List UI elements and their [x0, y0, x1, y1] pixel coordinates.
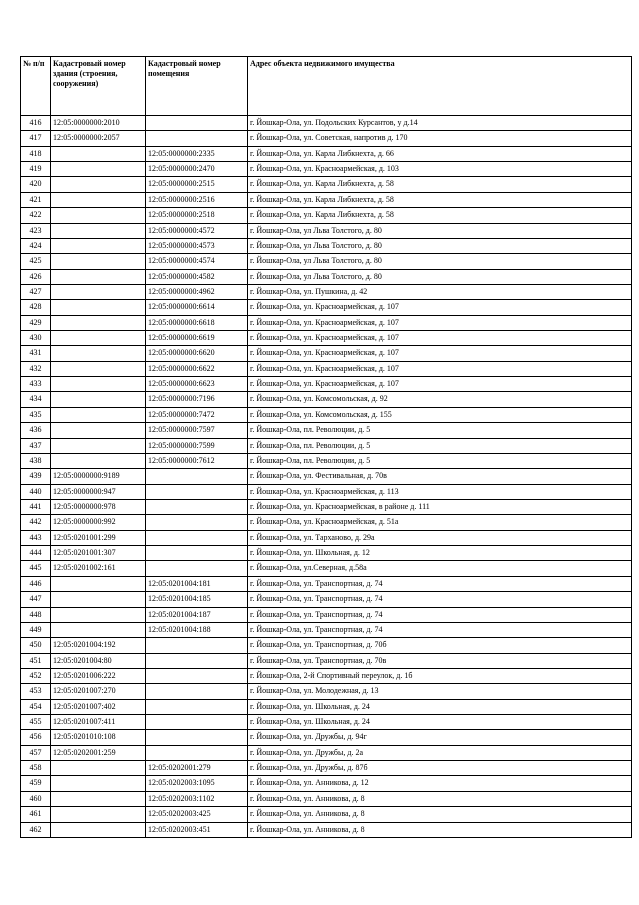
row-number-cell: 452 [21, 668, 51, 683]
premise-cadastral-cell: 12:05:0000000:6620 [146, 346, 248, 361]
table-row [21, 499, 632, 514]
table-row [21, 192, 632, 207]
premise-cadastral-cell: 12:05:0000000:6619 [146, 331, 248, 346]
table-row [21, 131, 632, 146]
premise-cadastral-cell: 12:05:0202003:451 [146, 822, 248, 837]
row-number-cell: 427 [21, 284, 51, 299]
premise-cadastral-cell: 12:05:0202001:279 [146, 761, 248, 776]
premise-cadastral-cell [146, 499, 248, 514]
address-cell: г. Йошкар-Ола, ул. Красноармейская, д. 103 [248, 162, 632, 177]
premise-cadastral-cell [146, 715, 248, 730]
table-row [21, 592, 632, 607]
premise-cadastral-cell: 12:05:0000000:4582 [146, 269, 248, 284]
address-cell: г. Йошкар-Ола, ул.Северная, д.58а [248, 561, 632, 576]
row-number-cell: 421 [21, 192, 51, 207]
address-cell: г. Йошкар-Ола, ул. Красноармейская, д. 107 [248, 300, 632, 315]
row-number-cell: 450 [21, 638, 51, 653]
building-cadastral-cell [51, 622, 146, 637]
building-cadastral-cell [51, 592, 146, 607]
premise-cadastral-cell [146, 730, 248, 745]
header-address: Адрес объекта недвижимого имущества [248, 57, 632, 116]
building-cadastral-cell: 12:05:0201007:270 [51, 684, 146, 699]
header-premise-cadastral: Кадастровый номер помещения [146, 57, 248, 116]
row-number-cell: 417 [21, 131, 51, 146]
premise-cadastral-cell [146, 515, 248, 530]
row-number-cell: 418 [21, 146, 51, 161]
table-row [21, 745, 632, 760]
building-cadastral-cell [51, 791, 146, 806]
row-number-cell: 429 [21, 315, 51, 330]
premise-cadastral-cell [146, 484, 248, 499]
row-number-cell: 462 [21, 822, 51, 837]
premise-cadastral-cell [146, 668, 248, 683]
address-cell: г. Йошкар-Ола, ул. Школьная, д. 24 [248, 699, 632, 714]
building-cadastral-cell [51, 607, 146, 622]
row-number-cell: 422 [21, 208, 51, 223]
premise-cadastral-cell: 12:05:0201004:187 [146, 607, 248, 622]
row-number-cell: 430 [21, 331, 51, 346]
building-cadastral-cell: 12:05:0000000:947 [51, 484, 146, 499]
row-number-cell: 432 [21, 361, 51, 376]
table-row [21, 776, 632, 791]
address-cell: г. Йошкар-Ола, ул. Транспортная, д. 70в [248, 653, 632, 668]
building-cadastral-cell [51, 146, 146, 161]
row-number-cell: 423 [21, 223, 51, 238]
premise-cadastral-cell: 12:05:0202003:1102 [146, 791, 248, 806]
building-cadastral-cell [51, 254, 146, 269]
building-cadastral-cell: 12:05:0201004:192 [51, 638, 146, 653]
row-number-cell: 424 [21, 238, 51, 253]
building-cadastral-cell [51, 438, 146, 453]
building-cadastral-cell [51, 761, 146, 776]
premise-cadastral-cell: 12:05:0000000:6614 [146, 300, 248, 315]
premise-cadastral-cell: 12:05:0000000:2516 [146, 192, 248, 207]
table-row [21, 331, 632, 346]
address-cell: г. Йошкар-Ола, ул. Дружбы, д. 87б [248, 761, 632, 776]
building-cadastral-cell [51, 453, 146, 468]
premise-cadastral-cell [146, 469, 248, 484]
building-cadastral-cell [51, 377, 146, 392]
table-row [21, 453, 632, 468]
premise-cadastral-cell: 12:05:0202003:1095 [146, 776, 248, 791]
row-number-cell: 461 [21, 807, 51, 822]
table-row [21, 684, 632, 699]
table-row [21, 791, 632, 806]
building-cadastral-cell [51, 192, 146, 207]
cadastral-table-page [20, 56, 632, 838]
table-row [21, 300, 632, 315]
premise-cadastral-cell: 12:05:0201004:181 [146, 576, 248, 591]
row-number-cell: 428 [21, 300, 51, 315]
address-cell: г. Йошкар-Ола, ул. Анникова, д. 8 [248, 807, 632, 822]
premise-cadastral-cell: 12:05:0000000:2518 [146, 208, 248, 223]
table-body [21, 116, 632, 838]
row-number-cell: 434 [21, 392, 51, 407]
table-row [21, 346, 632, 361]
row-number-cell: 426 [21, 269, 51, 284]
row-number-cell: 446 [21, 576, 51, 591]
premise-cadastral-cell: 12:05:0000000:7196 [146, 392, 248, 407]
address-cell: г. Йошкар-Ола, ул. Красноармейская, д. 107 [248, 331, 632, 346]
building-cadastral-cell [51, 423, 146, 438]
address-cell: г. Йошкар-Ола, 2-й Спортивный переулок, д. 1б [248, 668, 632, 683]
building-cadastral-cell: 12:05:0201007:411 [51, 715, 146, 730]
row-number-cell: 440 [21, 484, 51, 499]
building-cadastral-cell [51, 822, 146, 837]
row-number-cell: 459 [21, 776, 51, 791]
premise-cadastral-cell: 12:05:0000000:6622 [146, 361, 248, 376]
building-cadastral-cell: 12:05:0201001:299 [51, 530, 146, 545]
table-header-row [21, 57, 632, 116]
address-cell: г. Йошкар-Ола, ул. Тарханово, д. 29а [248, 530, 632, 545]
address-cell: г. Йошкар-Ола, ул Льва Толстого, д. 80 [248, 254, 632, 269]
table-row [21, 238, 632, 253]
building-cadastral-cell [51, 331, 146, 346]
row-number-cell: 448 [21, 607, 51, 622]
address-cell: г. Йошкар-Ола, ул. Транспортная, д. 70б [248, 638, 632, 653]
building-cadastral-cell [51, 807, 146, 822]
premise-cadastral-cell: 12:05:0202003:425 [146, 807, 248, 822]
building-cadastral-cell [51, 407, 146, 422]
address-cell: г. Йошкар-Ола, ул. Карла Либкнехта, д. 58 [248, 177, 632, 192]
row-number-cell: 442 [21, 515, 51, 530]
building-cadastral-cell: 12:05:0201010:108 [51, 730, 146, 745]
table-row [21, 469, 632, 484]
premise-cadastral-cell: 12:05:0201004:185 [146, 592, 248, 607]
table-row [21, 162, 632, 177]
building-cadastral-cell [51, 346, 146, 361]
table-row [21, 530, 632, 545]
row-number-cell: 454 [21, 699, 51, 714]
address-cell: г. Йошкар-Ола, ул. Транспортная, д. 74 [248, 576, 632, 591]
building-cadastral-cell: 12:05:0000000:2057 [51, 131, 146, 146]
premise-cadastral-cell: 12:05:0000000:4573 [146, 238, 248, 253]
premise-cadastral-cell: 12:05:0000000:4962 [146, 284, 248, 299]
table-row [21, 546, 632, 561]
address-cell: г. Йошкар-Ола, пл. Революции, д. 5 [248, 453, 632, 468]
building-cadastral-cell [51, 576, 146, 591]
building-cadastral-cell [51, 300, 146, 315]
address-cell: г. Йошкар-Ола, ул. Подольских Курсантов, у д.14 [248, 116, 632, 131]
building-cadastral-cell: 12:05:0202001:259 [51, 745, 146, 760]
row-number-cell: 458 [21, 761, 51, 776]
premise-cadastral-cell: 12:05:0000000:6623 [146, 377, 248, 392]
row-number-cell: 420 [21, 177, 51, 192]
row-number-cell: 437 [21, 438, 51, 453]
row-number-cell: 460 [21, 791, 51, 806]
table-row [21, 730, 632, 745]
premise-cadastral-cell [146, 546, 248, 561]
address-cell: г. Йошкар-Ола, ул. Красноармейская, в районе д. 111 [248, 499, 632, 514]
row-number-cell: 453 [21, 684, 51, 699]
address-cell: г. Йошкар-Ола, ул Льва Толстого, д. 80 [248, 269, 632, 284]
row-number-cell: 439 [21, 469, 51, 484]
address-cell: г. Йошкар-Ола, ул. Советская, напротив д. 170 [248, 131, 632, 146]
row-number-cell: 457 [21, 745, 51, 760]
premise-cadastral-cell: 12:05:0000000:7612 [146, 453, 248, 468]
row-number-cell: 441 [21, 499, 51, 514]
table-row [21, 761, 632, 776]
table-row [21, 223, 632, 238]
row-number-cell: 416 [21, 116, 51, 131]
building-cadastral-cell [51, 238, 146, 253]
row-number-cell: 444 [21, 546, 51, 561]
table-row [21, 607, 632, 622]
premise-cadastral-cell [146, 745, 248, 760]
building-cadastral-cell [51, 284, 146, 299]
table-row [21, 269, 632, 284]
row-number-cell: 445 [21, 561, 51, 576]
address-cell: г. Йошкар-Ола, ул. Дружбы, д. 94г [248, 730, 632, 745]
premise-cadastral-cell: 12:05:0000000:2515 [146, 177, 248, 192]
premise-cadastral-cell: 12:05:0000000:4574 [146, 254, 248, 269]
address-cell: г. Йошкар-Ола, ул. Красноармейская, д. 107 [248, 361, 632, 376]
row-number-cell: 447 [21, 592, 51, 607]
premise-cadastral-cell: 12:05:0201004:188 [146, 622, 248, 637]
premise-cadastral-cell: 12:05:0000000:2335 [146, 146, 248, 161]
premise-cadastral-cell: 12:05:0000000:7472 [146, 407, 248, 422]
premise-cadastral-cell: 12:05:0000000:6618 [146, 315, 248, 330]
building-cadastral-cell [51, 392, 146, 407]
address-cell: г. Йошкар-Ола, ул. Красноармейская, д. 107 [248, 315, 632, 330]
address-cell: г. Йошкар-Ола, ул. Школьная, д. 24 [248, 715, 632, 730]
row-number-cell: 449 [21, 622, 51, 637]
building-cadastral-cell: 12:05:0201001:307 [51, 546, 146, 561]
building-cadastral-cell: 12:05:0000000:9189 [51, 469, 146, 484]
address-cell: г. Йошкар-Ола, ул. Анникова, д. 8 [248, 791, 632, 806]
table-row [21, 438, 632, 453]
building-cadastral-cell [51, 269, 146, 284]
address-cell: г. Йошкар-Ола, ул Льва Толстого, д. 80 [248, 238, 632, 253]
address-cell: г. Йошкар-Ола, ул Льва Толстого, д. 80 [248, 223, 632, 238]
table-row [21, 484, 632, 499]
cadastral-table [20, 56, 632, 838]
address-cell: г. Йошкар-Ола, ул. Фестивальная, д. 70в [248, 469, 632, 484]
address-cell: г. Йошкар-Ола, ул. Красноармейская, д. 51а [248, 515, 632, 530]
row-number-cell: 419 [21, 162, 51, 177]
table-row [21, 653, 632, 668]
address-cell: г. Йошкар-Ола, ул. Дружбы, д. 2а [248, 745, 632, 760]
address-cell: г. Йошкар-Ола, ул. Школьная, д. 12 [248, 546, 632, 561]
premise-cadastral-cell: 12:05:0000000:7597 [146, 423, 248, 438]
address-cell: г. Йошкар-Ола, ул. Молодежная, д. 13 [248, 684, 632, 699]
table-row [21, 622, 632, 637]
address-cell: г. Йошкар-Ола, ул. Транспортная, д. 74 [248, 622, 632, 637]
building-cadastral-cell: 12:05:0000000:992 [51, 515, 146, 530]
building-cadastral-cell [51, 162, 146, 177]
building-cadastral-cell [51, 177, 146, 192]
building-cadastral-cell: 12:05:0201007:402 [51, 699, 146, 714]
row-number-cell: 433 [21, 377, 51, 392]
premise-cadastral-cell: 12:05:0000000:4572 [146, 223, 248, 238]
table-row [21, 515, 632, 530]
table-row [21, 822, 632, 837]
row-number-cell: 443 [21, 530, 51, 545]
address-cell: г. Йошкар-Ола, ул. Красноармейская, д. 113 [248, 484, 632, 499]
table-row [21, 377, 632, 392]
address-cell: г. Йошкар-Ола, ул. Красноармейская, д. 107 [248, 377, 632, 392]
building-cadastral-cell: 12:05:0201006:222 [51, 668, 146, 683]
premise-cadastral-cell [146, 116, 248, 131]
premise-cadastral-cell [146, 699, 248, 714]
header-building-cadastral: Кадастровый номер здания (строения, сооружения) [51, 57, 146, 116]
table-row [21, 576, 632, 591]
table-row [21, 638, 632, 653]
table-row [21, 208, 632, 223]
address-cell: г. Йошкар-Ола, ул. Комсомольская, д. 92 [248, 392, 632, 407]
table-row [21, 561, 632, 576]
premise-cadastral-cell [146, 638, 248, 653]
table-row [21, 177, 632, 192]
row-number-cell: 451 [21, 653, 51, 668]
building-cadastral-cell [51, 223, 146, 238]
table-row [21, 715, 632, 730]
row-number-cell: 438 [21, 453, 51, 468]
address-cell: г. Йошкар-Ола, ул. Комсомольская, д. 155 [248, 407, 632, 422]
table-row [21, 284, 632, 299]
building-cadastral-cell: 12:05:0000000:978 [51, 499, 146, 514]
table-row [21, 315, 632, 330]
address-cell: г. Йошкар-Ола, ул. Карла Либкнехта, д. 58 [248, 208, 632, 223]
address-cell: г. Йошкар-Ола, ул. Карла Либкнехта, д. 58 [248, 192, 632, 207]
building-cadastral-cell [51, 315, 146, 330]
address-cell: г. Йошкар-Ола, ул. Карла Либкнехта, д. 66 [248, 146, 632, 161]
row-number-cell: 455 [21, 715, 51, 730]
table-row [21, 668, 632, 683]
address-cell: г. Йошкар-Ола, ул. Анникова, д. 12 [248, 776, 632, 791]
premise-cadastral-cell [146, 653, 248, 668]
premise-cadastral-cell [146, 131, 248, 146]
premise-cadastral-cell [146, 684, 248, 699]
address-cell: г. Йошкар-Ола, ул. Транспортная, д. 74 [248, 592, 632, 607]
building-cadastral-cell [51, 361, 146, 376]
table-row [21, 392, 632, 407]
building-cadastral-cell [51, 208, 146, 223]
premise-cadastral-cell [146, 561, 248, 576]
table-row [21, 116, 632, 131]
row-number-cell: 425 [21, 254, 51, 269]
address-cell: г. Йошкар-Ола, ул. Красноармейская, д. 107 [248, 346, 632, 361]
row-number-cell: 435 [21, 407, 51, 422]
table-row [21, 254, 632, 269]
address-cell: г. Йошкар-Ола, пл. Революции, д. 5 [248, 423, 632, 438]
row-number-cell: 431 [21, 346, 51, 361]
address-cell: г. Йошкар-Ола, пл. Революции, д. 5 [248, 438, 632, 453]
table-row [21, 407, 632, 422]
address-cell: г. Йошкар-Ола, ул. Анникова, д. 8 [248, 822, 632, 837]
premise-cadastral-cell [146, 530, 248, 545]
table-row [21, 361, 632, 376]
row-number-cell: 436 [21, 423, 51, 438]
building-cadastral-cell: 12:05:0201004:80 [51, 653, 146, 668]
building-cadastral-cell: 12:05:0201002:161 [51, 561, 146, 576]
building-cadastral-cell [51, 776, 146, 791]
building-cadastral-cell: 12:05:0000000:2010 [51, 116, 146, 131]
premise-cadastral-cell: 12:05:0000000:7599 [146, 438, 248, 453]
address-cell: г. Йошкар-Ола, ул. Транспортная, д. 74 [248, 607, 632, 622]
row-number-cell: 456 [21, 730, 51, 745]
table-row [21, 146, 632, 161]
premise-cadastral-cell: 12:05:0000000:2470 [146, 162, 248, 177]
table-row [21, 807, 632, 822]
table-row [21, 423, 632, 438]
table-row [21, 699, 632, 714]
address-cell: г. Йошкар-Ола, ул. Пушкина, д. 42 [248, 284, 632, 299]
header-num: № п/п [21, 57, 51, 116]
